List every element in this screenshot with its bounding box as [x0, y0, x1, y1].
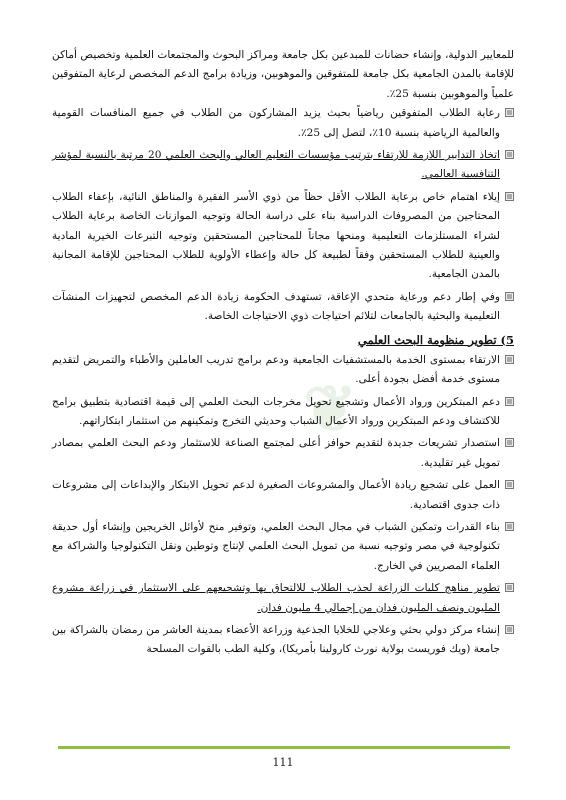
bullet-icon [505, 355, 514, 364]
list-item [52, 476, 514, 515]
list-item-text: وفي إطار دعم ورعاية متحدي الإعاقة، تستهدف الحكومة زيادة الدعم المخصص لتجهيزات المنشآت التعليمية والبحثية بالجامعات لتلائم احتياجات ذوي الاحتياجات الخاصة. [52, 290, 500, 323]
bullet-icon [505, 292, 514, 301]
list-item-text: تطوير مناهج كليات الزراعة لجذب الطلاب للالتحاق بها وتشجيعهم على الاستثمار في زراعة مشروع المليون ونصف المليون فدان من إجمالي 4 مليون فدان. [52, 582, 500, 614]
list-item-text: الارتقاء بمستوى الخدمة بالمستشفيات الجامعية ودعم برامج تدريب العاملين والأطباء والتمريض لتقديم مستوى خدمة أفضل بجودة أعلى. [52, 353, 500, 386]
list-item-text: اتخاذ التدابير اللازمة للارتقاء بترتيب مؤسسات التعليم العالي والبحث العلمي 20 مرتبة بالنسبة لمؤشر التنافسية العالمي. [52, 149, 501, 181]
list-item-text: إنشاء مركز دولي بحثي وعلاجي للخلايا الجذعية وزراعة الأعضاء بمدينة العاشر من رمضان بالشراكة بين جامعة (ويك فوريست بولاية نورث كارولينا بأمريكا)، وكلية الطب بالقوات المسلحة [52, 623, 500, 656]
list-item [52, 393, 514, 432]
bullet-icon [505, 397, 514, 406]
footer-divider [58, 746, 510, 749]
list-item-text: بناء القدرات وتمكين الشباب في مجال البحث العلمي، وتوفير منح لأوائل الخريجين وإنشاء أول حديقة تكنولوجية في مصر وتوجيه نسبة من تمويل البحث العلمي لإنتاج وتوطين ونقل التكنولوجيا والشراكة مع العلماء المصريين في الخارج. [52, 520, 500, 572]
list-item-text: إيلاء اهتمام خاص برعاية الطلاب الأقل حظاً من ذوي الأسر الفقيرة والمناطق النائية، بإعفاء الطلاب المحتاجين من المصروفات الدراسية بناء على دراسة الحالة وتوجيه الموازنات الخاصة برعاية الطلاب لشراء المستلزمات التعليمية ومنحها مجاناً للمحتاجين المستحقين وتوجيه التبرعات الخيرية المادية والعينية للطلاب المستحقين وفقاً لطبيعة كل حالة وإعطاء الأولوية للطلاب المحتاجين للإقامة المجانية بالمدن الجامعية. [52, 190, 500, 281]
bullet-icon [505, 108, 514, 117]
list-item [52, 188, 514, 285]
page-number: 111 [272, 756, 294, 769]
bullet-icon [505, 192, 514, 201]
list-item [52, 434, 514, 473]
list-item-text: استصدار تشريعات جديدة لتقديم حوافز أعلى لمجتمع الصناعة للاستثمار ودعم البحث العلمي بمصادر تمويل غير تقليدية. [52, 437, 500, 469]
list-item [52, 104, 514, 143]
list-item [52, 288, 514, 327]
bullet-icon [505, 583, 514, 592]
bullet-icon [505, 480, 514, 489]
bullet-icon [505, 438, 514, 447]
bullet-list-a [52, 104, 514, 326]
page-content [52, 46, 514, 663]
intro-paragraph: للمعايير الدولية، وإنشاء حضانات للمبدعين بكل جامعة ومراكز البحوث والمجتمعات العلمية وتخصيص أماكن للإقامة بالمدن الجامعية بكل جامعة للمتفوقين والموهوبين، وزيادة برامج الدعم المخصص لرعاية المتفوقين علمياً والموهوبين بنسبة 25٪. [52, 49, 514, 100]
bullet-icon [505, 150, 514, 159]
list-item [52, 146, 514, 185]
list-item-text: العمل على تشجيع ريادة الأعمال والمشروعات الصغيرة لدعم تحويل الابتكار والإبداعات إلى مشروعات ذات جدوى اقتصادية. [52, 479, 500, 511]
list-item-text: رعاية الطلاب المتفوقين رياضياً بحيث يزيد المشاركون من الطلاب في جميع المنافسات القومية والعالمية الرياضية بنسبة 10٪، لتصل إلى 25٪. [52, 107, 500, 139]
bullet-icon [505, 522, 514, 531]
list-item [52, 579, 514, 618]
list-item [52, 351, 514, 390]
list-item [52, 518, 514, 576]
bullet-icon [505, 625, 514, 634]
section-heading: 5) تطوير منظومة البحث العلمي [357, 332, 514, 347]
bullet-list-b [52, 351, 514, 660]
list-item-text: دعم المبتكرين ورواد الأعمال وتشجيع تحويل مخرجات البحث العلمي إلى قيمة اقتصادية بتطبيق برامج للاكتشاف ودعم المبتكرين ورواد الأعمال الشباب وحديثي التخرج وتمكينهم من استثمار ابتكاراتهم. [52, 395, 500, 427]
list-item [52, 621, 514, 660]
watermark-logo: ❦ [303, 372, 357, 447]
